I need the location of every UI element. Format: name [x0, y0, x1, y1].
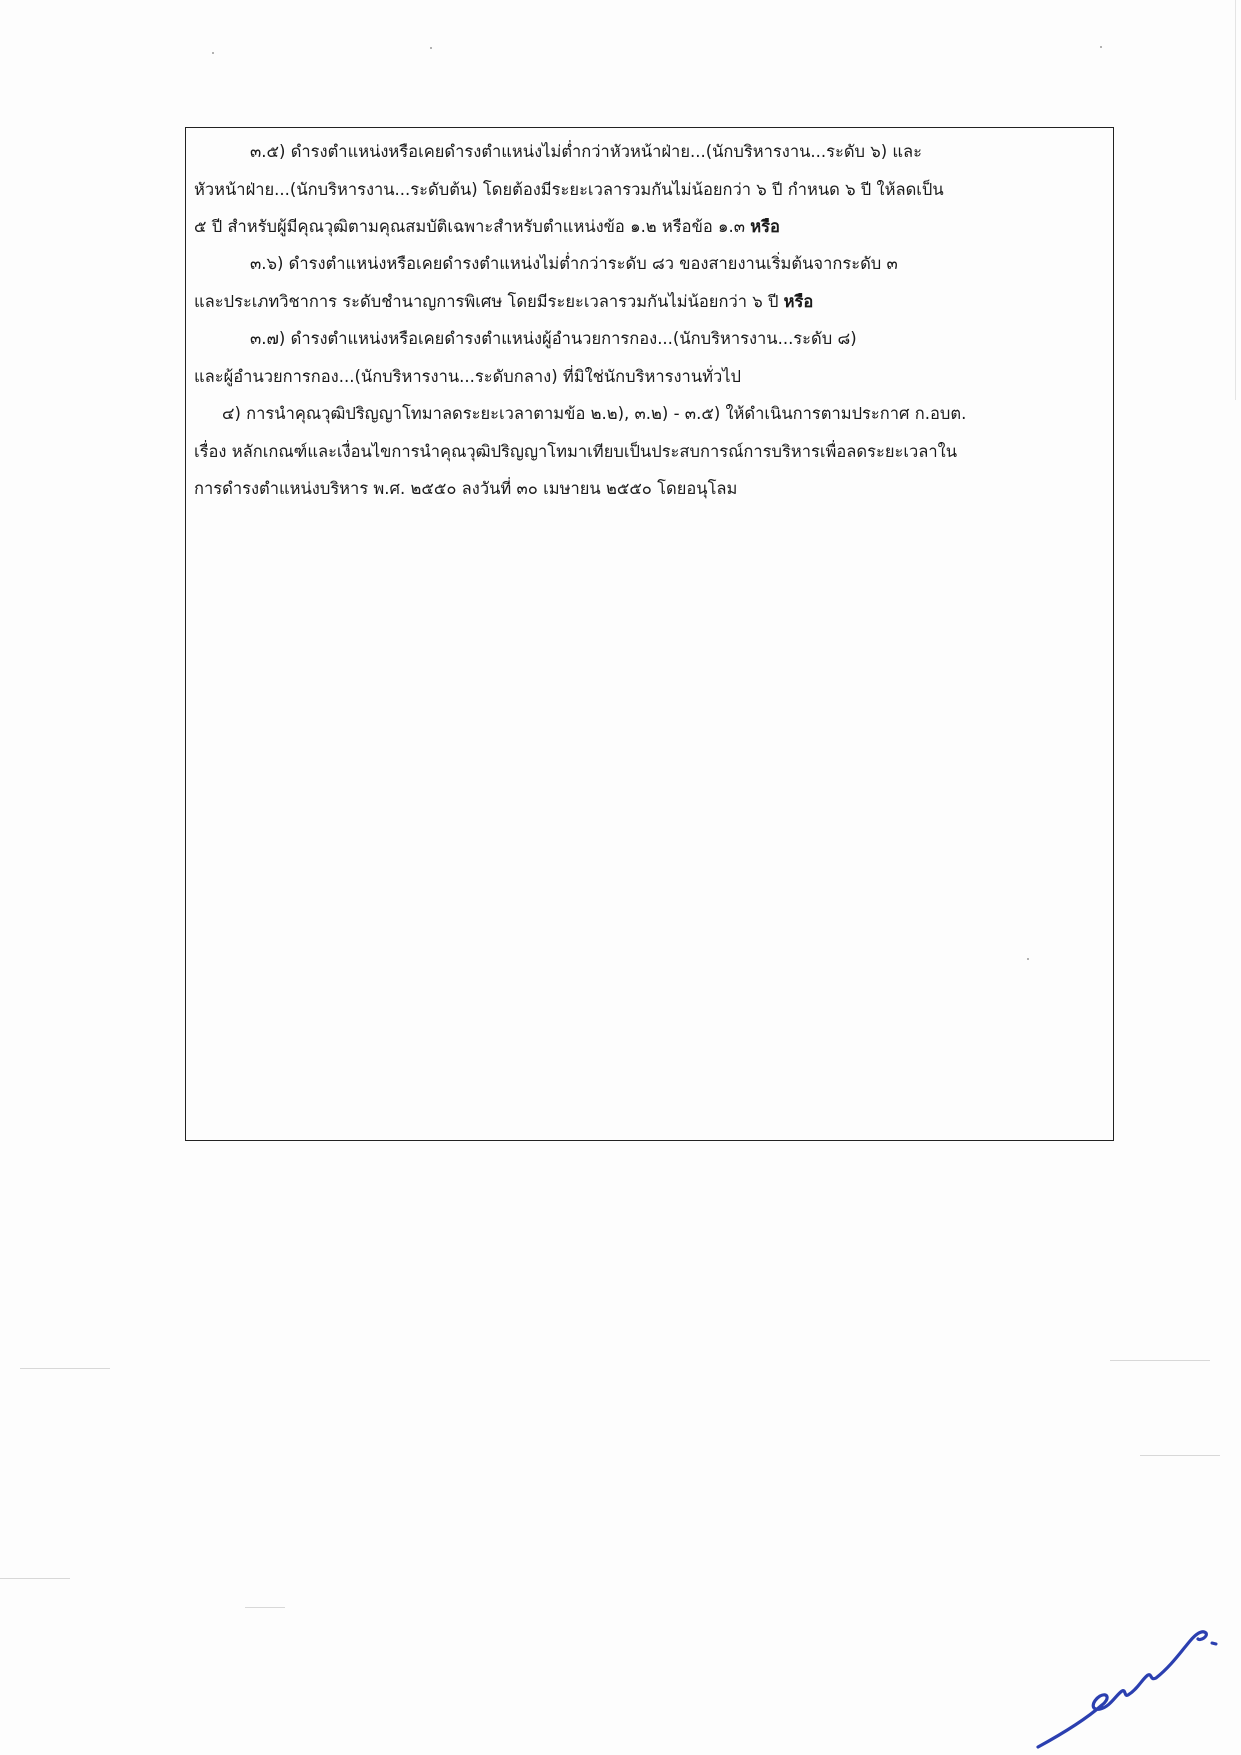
text-line: และผู้อำนวยการกอง...(นักบริหารงาน...ระดับกลาง) ที่มิใช่นักบริหารงานทั่วไป — [194, 366, 742, 386]
paragraph-4 — [194, 395, 1100, 508]
text-line: หัวหน้าฝ่าย...(นักบริหารงาน...ระดับต้น) โดยต้องมีระยะเวลารวมกันไม่น้อยกว่า ๖ ปี กำหนด ๖ ปี ให้ลดเป็น — [194, 179, 944, 199]
paragraph-3-6 — [194, 245, 1100, 320]
text-line: ๔) การนำคุณวุฒิปริญญาโทมาลดระยะเวลาตามข้อ ๒.๒), ๓.๒) - ๓.๕) ให้ดำเนินการตามประกาศ ก.อบต. — [222, 404, 967, 423]
scan-line — [1140, 1455, 1220, 1456]
text-line-content: และประเภทวิชาการ ระดับชำนาญการพิเศษ โดยมีระยะเวลารวมกันไม่น้อยกว่า ๖ ปี — [194, 291, 779, 311]
scan-speck — [212, 52, 214, 54]
scan-speck — [430, 47, 432, 49]
text-line: การดำรงตำแหน่งบริหาร พ.ศ. ๒๕๕๐ ลงวันที่ ๓๐ เมษายน ๒๕๕๐ โดยอนุโลม — [194, 479, 738, 498]
scan-speck — [1100, 46, 1102, 48]
text-line — [194, 208, 1100, 246]
or-keyword: หรือ — [783, 291, 814, 311]
or-keyword: หรือ — [750, 217, 780, 236]
paragraph-3-5 — [194, 133, 1100, 246]
text-line-content: ๕ ปี สำหรับผู้มีคุณวุฒิตามคุณสมบัติเฉพาะสำหรับตำแหน่งข้อ ๑.๒ หรือข้อ ๑.๓ — [194, 217, 746, 236]
content-box — [185, 127, 1114, 1141]
text-line: ๓.๕) ดำรงตำแหน่งหรือเคยดำรงตำแหน่งไม่ต่ำกว่าหัวหน้าฝ่าย...(นักบริหารงาน...ระดับ ๖) และ — [250, 142, 923, 161]
scan-line — [20, 1368, 110, 1369]
scan-line — [1110, 1360, 1210, 1361]
scan-edge — [1235, 0, 1236, 400]
text-line: เรื่อง หลักเกณฑ์และเงื่อนไขการนำคุณวุฒิปริญญาโทมาเทียบเป็นประสบการณ์การบริหารเพื่อลดระยะเวลาใน — [194, 441, 957, 461]
paragraph-3-7 — [194, 320, 1100, 395]
scan-line — [0, 1578, 70, 1579]
text-line: ๓.๖) ดำรงตำแหน่งหรือเคยดำรงตำแหน่งไม่ต่ำกว่าระดับ ๘ว ของสายงานเริ่มต้นจากระดับ ๓ — [250, 254, 898, 273]
signature-mark — [1030, 1595, 1240, 1755]
text-line: ๓.๗) ดำรงตำแหน่งหรือเคยดำรงตำแหน่งผู้อำนวยการกอง...(นักบริหารงาน...ระดับ ๘) — [250, 329, 857, 348]
text-line — [194, 283, 1100, 321]
scan-line — [245, 1607, 285, 1608]
